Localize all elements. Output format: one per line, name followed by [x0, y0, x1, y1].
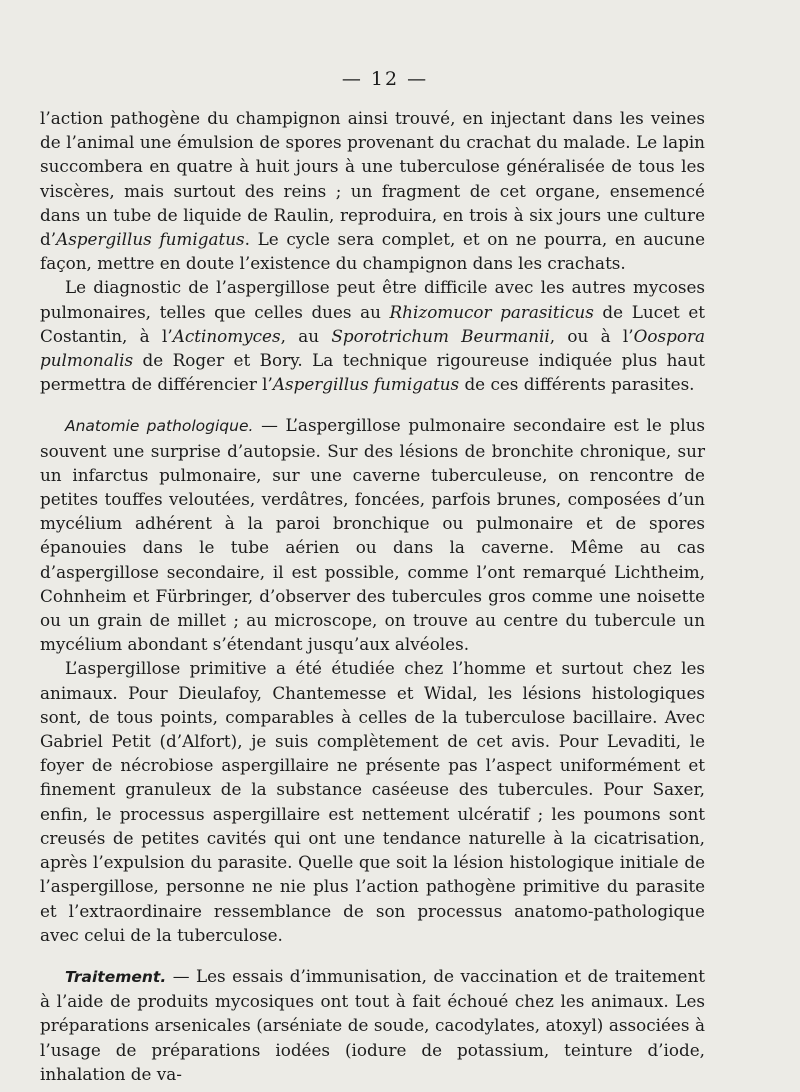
paragraph-text: L’aspergillose primitive a été étudiée chez l’homme et surtout chez les animaux. Pour Dieulafoy, Chantemesse et Widal, les lésions histologiques sont, de tous points, comparables à celles de la tuberculose bacillaire. Avec Gabriel Petit (d’Alfort), je suis complètement de cet avis. Pour Levaditi, le foyer de nécrobiose aspergillaire ne présente pas l’aspect uniformément et finement granuleux de la substance caséeuse des tubercules. Pour Saxer, enfin, le processus aspergillaire est nettement ulcératif ; les poumons sont creusés de petites cavités qui ont une tendance naturelle à la cicatrisation, après l’expulsion du parasite. Quelle que soit la lésion histologique initiale de l’aspergillose, personne ne nie plus l’action pathogène primitive du parasite et l’extraordinaire ressemblance de son processus anatomo-pathologique avec celui de la tuberculose. — [40, 658, 705, 945]
section-heading: Anatomie pathologique. — [65, 417, 254, 436]
paragraph-diagnostic — [40, 275, 705, 396]
section-heading: Traitement. — [65, 967, 167, 986]
paragraph-text: de Roger et Bory. La technique rigoureuse indiquée plus haut permettra de différencier l’ — [40, 350, 705, 395]
paragraph-text: — L’aspergillose pulmonaire secondaire est le plus souvent une surprise d’autopsie. Sur des lésions de bronchite chronique, sur un infarctus pulmonaire, sur une caverne tuberculeuse, on rencontre de petites touffes veloutées, verdâtres, foncées, parfois brunes, composées d’un mycélium adhérent à la paroi bronchique ou pulmonaire et de spores épanouies dans le tube aérien ou dans la caverne. Même au cas d’aspergillose secondaire, il est possible, comme l’ont remarqué Lichtheim, Cohnheim et Fürbringer, d’observer des tubercules gros comme une noisette ou un grain de millet ; au microscope, on trouve au centre du tubercule un mycélium abondant s’étendant jusqu’aux alvéoles. — [40, 415, 705, 655]
species-name: Oospora pulmonalis — [40, 325, 705, 371]
species-name: Rhizomucor parasiticus — [389, 301, 594, 322]
page-number: — 12 — — [341, 68, 429, 90]
species-name: Sporotrichum Beurmanii — [331, 325, 550, 346]
section-traitement — [40, 964, 705, 1086]
paragraph-text: de Lucet et Costantin, à l’ — [40, 301, 705, 346]
paragraph-text: , ou à l’ — [549, 325, 634, 346]
species-name: Actinomyces — [172, 325, 281, 346]
paragraph-text: , au — [280, 325, 332, 346]
paragraph-primitive — [40, 656, 705, 946]
page-body — [40, 106, 705, 1086]
species-name: Aspergillus fumigatus — [56, 229, 245, 250]
section-anatomie — [40, 413, 705, 656]
paragraph-continued — [40, 106, 705, 275]
paragraph-text: l’action pathogène du champignon ainsi trouvé, en injectant dans les veines de l’animal une émulsion de spores provenant du crachat du malade. Le lapin succombera en quatre à huit jours à une tuberculose généralisée de tous les viscères, mais surtout des reins ; un fragment de cet organe, ensemencé dans un tube de liquide de Raulin, reproduira, en trois à six jours une culture d’ — [40, 108, 705, 250]
paragraph-text: Le diagnostic de l’aspergillose peut être difficile avec les autres mycoses pulmonaires, telles que celles dues au — [40, 277, 705, 322]
paragraph-text: . Le cycle sera complet, et on ne pourra, en aucune façon, mettre en doute l’existence du champignon dans les crachats. — [40, 229, 705, 274]
species-name: Aspergillus fumigatus — [272, 374, 460, 395]
paragraph-text: de ces différents parasites. — [459, 374, 695, 395]
paragraph-text: — Les essais d’immunisation, de vaccination et de traitement à l’aide de produits mycosiques ont tout à fait échoué chez les animaux. Les préparations arsenicales (arséniate de soude, cacodylates, atoxyl) associées à l’usage de préparations iodées (iodure de potassium, teinture d’iode, inhalation de va- — [40, 965, 705, 1084]
